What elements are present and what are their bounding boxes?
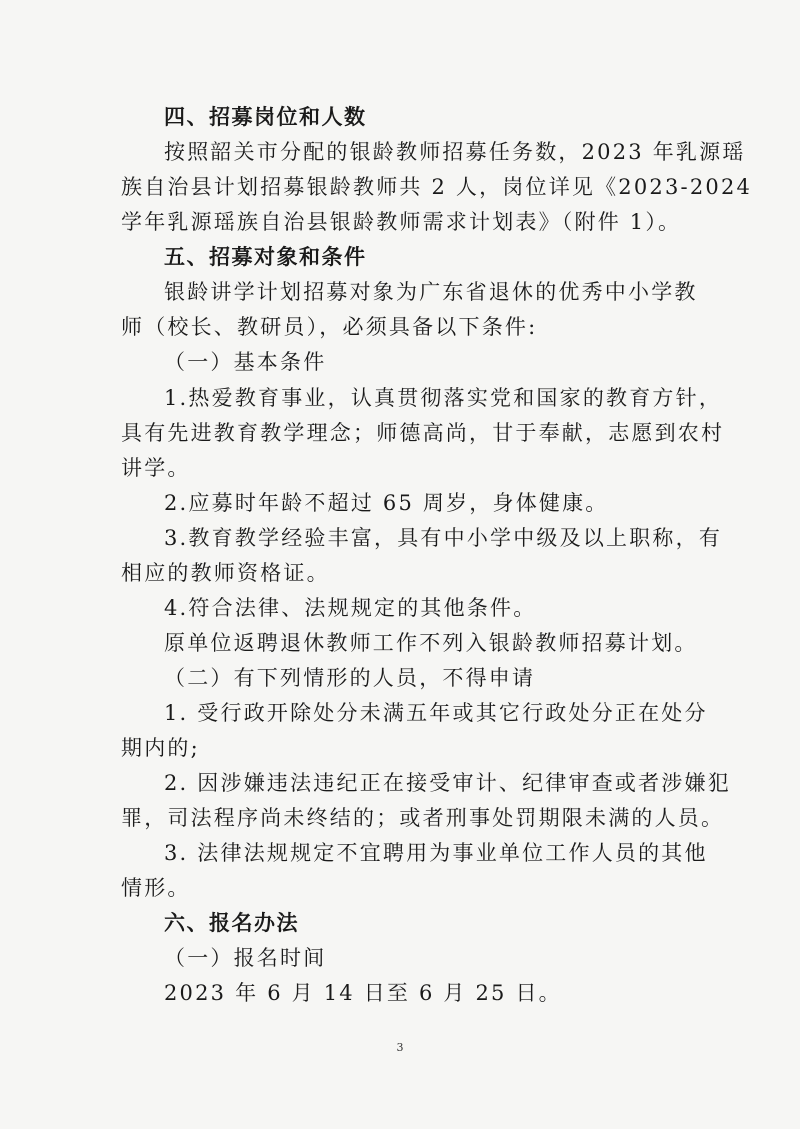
paragraph-line: 原单位返聘退休教师工作不列入银龄教师招募计划。 — [164, 631, 698, 655]
list-item-line: 2. 因涉嫌违法违纪正在接受审计、纪律审查或者涉嫌犯 — [164, 771, 731, 795]
list-item-line: 1.热爱教育事业，认真贯彻落实党和国家的教育方针， — [164, 386, 723, 410]
paragraph-line: 按照韶关市分配的银龄教师招募任务数，2023 年乳源瑶 — [164, 140, 746, 164]
list-item-line: 罪，司法程序尚未终结的；或者刑事处罚期限未满的人员。 — [121, 806, 725, 830]
paragraph-line: 学年乳源瑶族自治县银龄教师需求计划表》（附件 1）。 — [121, 210, 682, 234]
subsection-heading: （二）有下列情形的人员，不得申请 — [164, 666, 536, 690]
paragraph-line: 师（校长、教研员），必须具备以下条件: — [121, 315, 538, 339]
list-item-line: 3.教育教学经验丰富，具有中小学中级及以上职称，有 — [164, 526, 723, 550]
paragraph-line: 银龄讲学计划招募对象为广东省退休的优秀中小学教 — [164, 280, 698, 304]
paragraph-line: 族自治县计划招募银龄教师共 2 人，岗位详见《2023-2024 — [121, 175, 753, 199]
list-item-line: 3. 法律法规规定不宜聘用为事业单位工作人员的其他 — [164, 841, 708, 865]
paragraph-line: 2023 年 6 月 14 日至 6 月 25 日。 — [164, 981, 562, 1005]
list-item-line: 4.符合法律、法规规定的其他条件。 — [164, 596, 537, 620]
list-item-line: 期内的; — [121, 736, 200, 760]
page-number: 3 — [396, 1041, 404, 1054]
list-item-line: 1. 受行政开除处分未满五年或其它行政处分正在处分 — [164, 701, 708, 725]
section-heading-4: 四、招募岗位和人数 — [164, 105, 367, 129]
list-item-line: 情形。 — [121, 876, 191, 900]
list-item-line: 具有先进教育教学理念；师德高尚，甘于奉献，志愿到农村 — [121, 421, 725, 445]
subsection-heading: （一）基本条件 — [164, 350, 327, 374]
list-item-line: 2.应募时年龄不超过 65 周岁，身体健康。 — [164, 491, 609, 515]
section-heading-5: 五、招募对象和条件 — [164, 245, 367, 269]
list-item-line: 讲学。 — [121, 456, 191, 480]
subsection-heading: （一）报名时间 — [164, 946, 327, 970]
section-heading-6: 六、报名办法 — [164, 911, 299, 935]
list-item-line: 相应的教师资格证。 — [121, 561, 330, 585]
